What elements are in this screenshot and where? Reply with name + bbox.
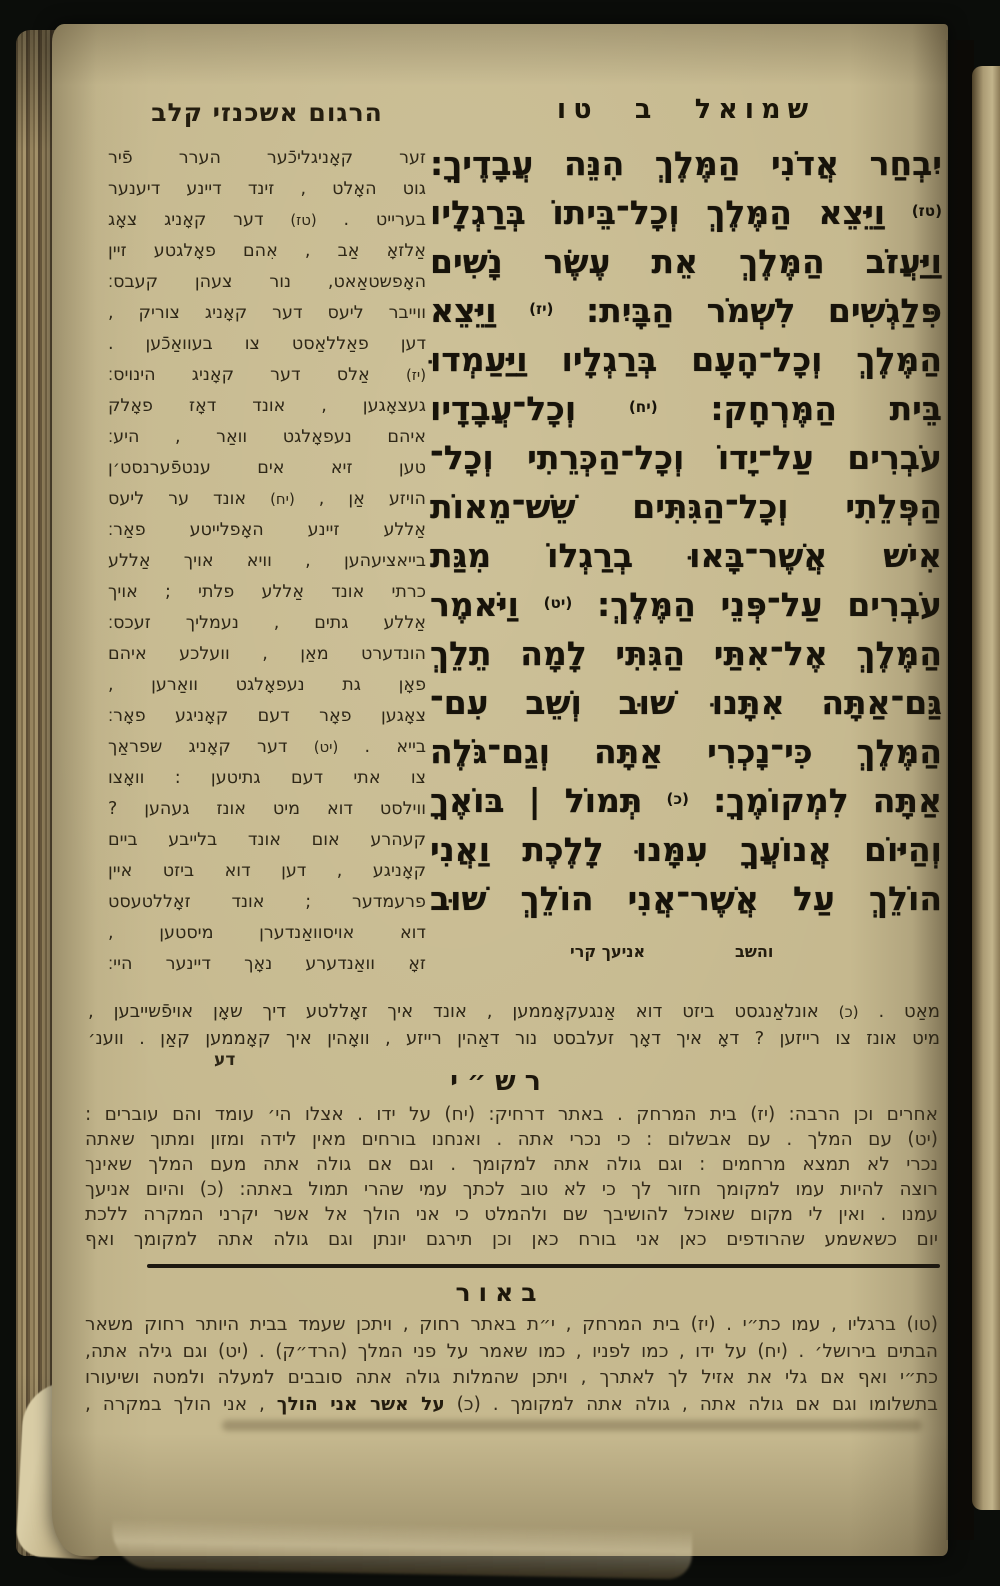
rashi-line: אחרים וכן הרבה: (יז) בית המרחק . באתר דרחיק: (יח) על ידו . אצלו הי׳ עומד והם עוברים :	[85, 1104, 938, 1125]
verse-line: אַתָּה לִמְקוֹמֶךָ: $^{(כ)}$ תְּמוֹל | בּוֹאֶךָ	[430, 781, 942, 820]
targum-line: אַללע גתים , נעמליך זעכס׃	[108, 613, 426, 633]
page-bottom-edge	[112, 1518, 693, 1579]
targum-line: געצאָגען , אונד דאָז פאָלק	[108, 396, 426, 416]
targum-continuation	[88, 998, 940, 1052]
rashi-line: עמנו . ואין לי מקום שאוכל להושיבך שם ולהמלט כי אני הולך אל אשר יקרני המקרה ללכת	[85, 1204, 938, 1225]
verse-line: הַמֶּלֶךְ אֶל־אִתַּי הַגִּתִּי לָמָה תֵלֵךְ	[430, 634, 942, 673]
targum-line: אַלזאָ אַב , אִהם פאָלגטע זיין	[108, 241, 426, 261]
page-paper	[52, 24, 948, 1556]
verse-line: בֵּית הַמֶּרְחָק: $^{(יח)}$ וְכָל־עֲבָדָיו	[430, 389, 942, 428]
verse-line: עֹבְרִים עַל־פְּנֵי הַמֶּלֶךְ: $^{(יט)}$ וַיֹּאמֶר	[430, 585, 942, 624]
biur-text: בתשלומו וגם אם גולה אתה , גולה אתה למקומך . (כ)	[444, 1393, 938, 1415]
targum-line: צו אתי דעם גתיטען : וואָצו	[108, 768, 426, 788]
targum-line: הונדערט מאַן , וועלכע איהם	[108, 644, 426, 664]
verse-line: הוֹלֵךְ עַל אֲשֶׁר־אֲנִי הוֹלֵךְ שׁוּב	[430, 879, 942, 918]
targum-line: בייא . (יט) דער קאָניג שפראַך	[108, 737, 426, 757]
targum-line: זאָ וואַנדערע נאָך דיינער היי׃	[108, 954, 426, 974]
verse-line: הַפְּלֵתִי וְכָל־הַגִּתִּים שֵׁשׁ־מֵאוֹת	[430, 487, 942, 526]
targum-line: קעהרע אום אונד בלייבע ביים	[108, 830, 426, 850]
targum-column	[108, 98, 426, 980]
verse-line: וְהַיּוֹם אֲנוֹעֲךָ עִמָּנוּ לָלֶכֶת וַאֲנִי	[430, 830, 942, 869]
rashi-line: (יט) עם המלך . עם אבשלום : כי נכרי אתה . ואנחנו בורחים מאין לידה ומזון ומתוך שאתה	[85, 1129, 938, 1150]
verse-line: אִישׁ אֲשֶׁר־בָּאוּ בְרַגְלוֹ מִגַּת	[430, 536, 942, 575]
targum-line: כרתי אונד אַללע פלתי ; אויך	[108, 582, 426, 602]
verse-line: פִּלַגְשִׁים לִשְׁמֹר הַבָּיִת: $^{(יז)}$ וַיֵּצֵא	[430, 291, 942, 330]
targum-line: פרעמדער ; אונד זאָללטעסט	[108, 892, 426, 912]
targum-line: (יז) אַלס דער קאָניג הינויס׃	[108, 365, 426, 385]
chapter-header: שמואל ב טו	[556, 94, 816, 125]
verse-line: $^{(טז)}$ וַיֵּצֵא הַמֶּלֶךְ וְכָל־בֵּיתוֹ בְּרַגְלָיו	[430, 193, 942, 232]
targum-line: מאַט . (כ) אונלאַנגסט ביזט דוא אַנגעקאָממען , אונד איך זאָללטע דיך שאָן אויפֿשייבען ,	[88, 1001, 940, 1022]
rashi-line: רוצה להיות עמו למקומך חזור לך כי לא טוב לכתך עמי שהרי תמול באתה: (כ) והיום אניעך	[85, 1179, 938, 1200]
targum-line: קאָניגע , דען דוא ביזט איין	[108, 861, 426, 881]
catchword: והשב	[735, 942, 774, 961]
verse-line: גַּם־אַתָּה אִתָּנוּ שׁוּב וְשֵׁב עִם־	[430, 683, 942, 722]
biur-text: , אני הולך במקרה ,	[85, 1393, 277, 1415]
targum-line: טען זיא אים ענטפֿערנסט׳ן	[108, 458, 426, 478]
gutter-shadow	[946, 40, 974, 1540]
rashi-header: רש״י	[450, 1066, 550, 1097]
targum-line: מיט אונז צו רייזען ? דאָ איך דאָך זעלבסט נור דאַהין רייזע , וואָהין איך קאָממען קאַן . ווענ׳	[88, 1028, 940, 1049]
biur-header: באור	[455, 1278, 545, 1307]
targum-line: בערייט . (טז) דער קאָניג צאָג	[108, 210, 426, 230]
verse-line: עֹבְרִים עַל־יָדוֹ וְכָל־הַכְּרֵתִי וְכָל־	[430, 438, 942, 477]
rashi-line: נכרי לא תמצא מרחמים : וגם גולה אתה למקומך . וגם אם גולה אתה מעם המלך שאינך	[85, 1154, 938, 1175]
targum-line: איהם נעפאָלגט וואַר , היע׃	[108, 427, 426, 447]
biur-line: הבתים בירושל׳ . (יח) על ידו , כמו לפניו , כמו שאמר על פני המלך (הרד״ק) . (יט) וגם גילה אתה,	[85, 1340, 938, 1362]
verse-line: הַמֶּלֶךְ וְכָל־הָעָם בְּרַגְלָיו וַיַּעַמְדוּ	[430, 340, 942, 379]
biur-section	[85, 1312, 938, 1418]
verse-line: יִבְחַר אֲדֹנִי הַמֶּלֶךְ הִנֵּה עֲבָדֶיךָ:	[430, 144, 942, 183]
targum-line: ווייבר ליעס דער קאָניג צוריק ,	[108, 303, 426, 323]
masoretic-notes-row	[430, 942, 942, 964]
ink-showthrough	[222, 1420, 922, 1431]
targum-line: האָפשטאַאט, נור צעהן קעבס׃	[108, 272, 426, 292]
biur-line	[85, 1392, 938, 1419]
targum-line: ווילסט דוא מיט אונז געהען ?	[108, 799, 426, 819]
section-divider-rule	[147, 1264, 940, 1268]
targum-line: זער קאָניגליכֿער הערר פֿיר	[108, 148, 426, 168]
targum-line: בייאציעהען , וויא אויך אַללע	[108, 551, 426, 571]
targum-line: הויזע אַן , (יח) אונד ער ליעס	[108, 489, 426, 509]
book-fore-edge	[16, 30, 56, 1556]
catchword: דע	[214, 1050, 236, 1070]
targum-line: צאָגען פאָר דעם קאָניגע פאָר׃	[108, 706, 426, 726]
biur-line: (טו) ברגליו , עמו כת״י . (יז) בית המרחק , י״ת באתר רחוק , ויתכן שעמד בבית היותר רחוק משאר	[85, 1314, 938, 1335]
targum-header: הרגום אשכנזי קלב	[151, 98, 383, 127]
qere-note: אניעך קרי	[570, 942, 646, 961]
bible-text-column	[430, 94, 942, 923]
targum-line: פאָן גת נעפאָלגט וואַרען ,	[108, 675, 426, 695]
rashi-line: יום כשאשמע שהרודפים כאן אני בורח כאן וכן תירגם יונתן וגם גולה אתה למקומך ואף	[85, 1229, 938, 1250]
targum-line: גוט האָלט , זינד דיינע דיענער	[108, 179, 426, 199]
biur-line: כת״י ואף אם גלי את אזיל לך לאתרך , ויתכן שהמלות גולה אתה סובבים למעלה ולמטה ושיעורו	[85, 1367, 938, 1388]
targum-line: דוא אויסוואַנדערן מיסטען ,	[108, 923, 426, 943]
targum-line: אַללע זיינע האָפלייטע פאַר׃	[108, 520, 426, 540]
rashi-section	[85, 1102, 938, 1252]
targum-line: דען פאַללאַסט צו בעוואַכֿען .	[108, 334, 426, 354]
verse-line: וַיַּעֲזֹב הַמֶּלֶךְ אֵת עֶשֶׂר נָשִׁים	[430, 242, 942, 281]
biur-lemma-square-script: על אשר אני הולך	[276, 1393, 445, 1415]
adjacent-page-edge	[972, 66, 1000, 1510]
verse-line: הַמֶּלֶךְ כִּי־נָכְרִי אַתָּה וְגַם־גֹּלֶה	[430, 732, 942, 771]
